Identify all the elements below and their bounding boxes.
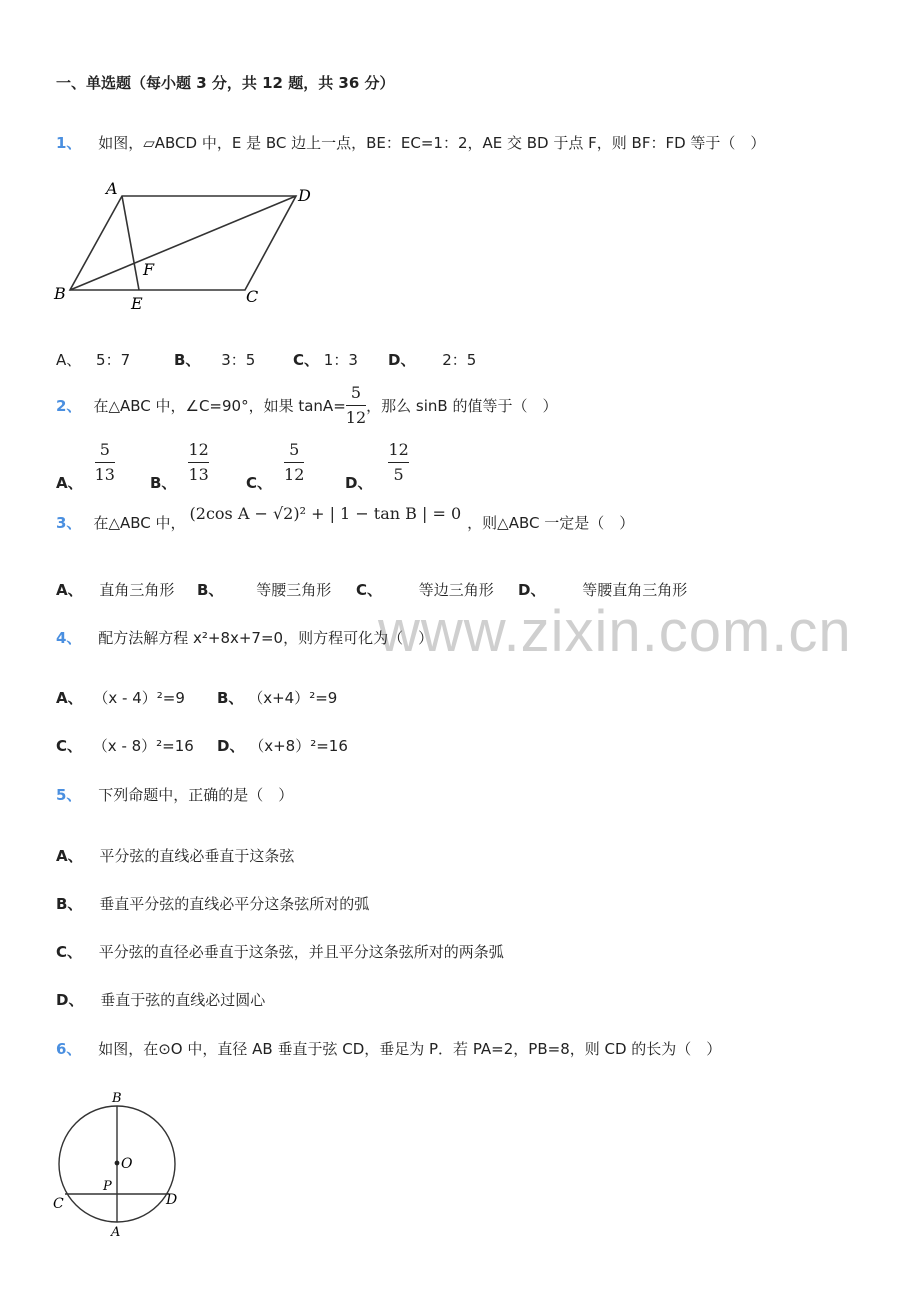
option-text: 1：3 xyxy=(323,351,358,369)
option-text: 3：5 xyxy=(221,351,256,369)
q2-option-a[interactable] xyxy=(56,440,115,491)
question-text: 下列命题中，正确的是（ ） xyxy=(98,786,294,804)
option-label: A、 xyxy=(56,847,83,865)
option-text: （x - 8）²=16 xyxy=(92,737,194,755)
question-text: 如图，▱ABCD 中，E 是 BC 边上一点，BE：EC=1：2，AE 交 BD 于点 F，则 BF：FD 等于（ ） xyxy=(98,134,766,152)
fraction-denominator: 12 xyxy=(284,465,305,484)
q5-option-b[interactable] xyxy=(56,893,369,914)
question-1 xyxy=(56,132,765,153)
option-text: 等边三角形 xyxy=(418,581,494,599)
label-f: F xyxy=(143,260,155,279)
label-o: O xyxy=(121,1156,133,1172)
question-number: 6、 xyxy=(56,1040,82,1058)
question-number: 1、 xyxy=(56,134,82,152)
option-label: B、 xyxy=(174,351,201,369)
question-text-before: 在△ABC 中，∠C=90°，如果 tanA= xyxy=(93,397,346,415)
option-text: 平分弦的直径必垂直于这条弦，并且平分这条弦所对的两条弧 xyxy=(98,943,504,961)
option-label: B、 xyxy=(56,895,83,913)
option-text: 等腰三角形 xyxy=(256,581,332,599)
q4-option-c[interactable] xyxy=(56,735,194,756)
option-label: C、 xyxy=(356,581,383,599)
option-text: 垂直平分弦的直线必平分这条弦所对的弧 xyxy=(99,895,370,913)
option-label: C、 xyxy=(56,943,83,961)
label-e: E xyxy=(131,294,143,313)
option-label: B、 xyxy=(197,581,224,599)
label-b: B xyxy=(112,1091,122,1106)
fraction-numerator: 12 xyxy=(188,440,209,459)
option-label: A、 xyxy=(56,474,83,492)
q5-option-d[interactable] xyxy=(56,989,265,1010)
option-text: 5：7 xyxy=(96,351,131,369)
option-fraction xyxy=(188,440,208,485)
question-2 xyxy=(56,383,557,428)
option-label: A、 xyxy=(56,581,83,599)
q5-option-c[interactable] xyxy=(56,941,504,962)
question-6 xyxy=(56,1038,721,1059)
label-a: A xyxy=(106,179,118,198)
label-d: D xyxy=(298,186,311,205)
watermark: www.zixin.com.cn xyxy=(378,599,852,664)
question-number: 2、 xyxy=(56,397,82,415)
question-5 xyxy=(56,784,293,805)
option-text: （x+4）²=9 xyxy=(248,689,338,707)
equation: (2cos A − √2)² + | 1 − tan B | = 0 xyxy=(189,504,462,523)
fraction-numerator: 5 xyxy=(99,440,110,459)
question-number: 3、 xyxy=(56,514,82,532)
fraction-denominator: 12 xyxy=(345,408,367,427)
fraction-tana xyxy=(346,383,366,428)
option-label: B、 xyxy=(150,474,177,492)
label-c: C xyxy=(53,1196,64,1212)
diagonal-bd xyxy=(70,196,296,290)
option-text: （x - 4）²=9 xyxy=(93,689,185,707)
label-b: B xyxy=(54,284,66,303)
option-label: C、 xyxy=(293,351,320,369)
q2-option-b[interactable] xyxy=(150,440,209,491)
option-text: 平分弦的直线必垂直于这条弦 xyxy=(99,847,295,865)
q3-option-a[interactable] xyxy=(56,579,174,600)
label-p: P xyxy=(103,1179,112,1194)
q1-option-c[interactable] xyxy=(293,349,358,370)
question-text: 配方法解方程 x²+8x+7=0，则方程可化为（ ） xyxy=(98,629,434,647)
q4-option-d[interactable] xyxy=(217,735,348,756)
option-label: D、 xyxy=(217,737,245,755)
section-title: 一、单选题（每小题 3 分，共 12 题，共 36 分） xyxy=(56,74,395,92)
q1-option-b[interactable] xyxy=(174,349,255,370)
question-number: 5、 xyxy=(56,786,82,804)
q3-option-d[interactable] xyxy=(518,579,687,600)
option-label: A、 xyxy=(56,689,83,707)
question-4 xyxy=(56,627,433,648)
option-label: D、 xyxy=(518,581,546,599)
option-label: A、 xyxy=(56,351,82,369)
option-fraction xyxy=(388,440,408,485)
option-fraction xyxy=(284,440,304,485)
q2-option-c[interactable] xyxy=(246,440,304,491)
fraction-denominator: 5 xyxy=(393,465,404,484)
question-3 xyxy=(56,504,635,533)
question-text-after: ，那么 sinB 的值等于（ ） xyxy=(366,397,558,415)
option-label: C、 xyxy=(56,737,83,755)
fraction-numerator: 12 xyxy=(388,440,409,459)
option-text: 直角三角形 xyxy=(99,581,175,599)
option-text: （x+8）²=16 xyxy=(249,737,348,755)
fraction-numerator: 5 xyxy=(350,383,362,402)
option-text: 等腰直角三角形 xyxy=(582,581,688,599)
question-text-before: 在△ABC 中， xyxy=(93,514,186,532)
q3-option-b[interactable] xyxy=(197,579,331,600)
option-label: D、 xyxy=(388,351,416,369)
parallelogram-figure xyxy=(50,178,330,316)
circle-figure xyxy=(50,1086,190,1242)
question-number: 4、 xyxy=(56,629,82,647)
fraction-denominator: 13 xyxy=(94,465,115,484)
question-text: 如图，在⊙O 中，直径 AB 垂直于弦 CD，垂足为 P．若 PA=2，PB=8，则 CD 的长为（ ） xyxy=(98,1040,722,1058)
q4-option-a[interactable] xyxy=(56,687,185,708)
q5-option-a[interactable] xyxy=(56,845,294,866)
label-d: D xyxy=(166,1192,178,1208)
q3-option-c[interactable] xyxy=(356,579,494,600)
option-text: 2：5 xyxy=(442,351,477,369)
option-fraction xyxy=(95,440,115,485)
label-a: A xyxy=(111,1225,121,1240)
option-label: D、 xyxy=(56,991,84,1009)
question-text-after: ，则△ABC 一定是（ ） xyxy=(467,514,635,532)
label-c: C xyxy=(246,287,259,306)
q2-option-d[interactable] xyxy=(345,440,409,491)
fraction-denominator: 13 xyxy=(188,465,209,484)
q4-option-b[interactable] xyxy=(217,687,337,708)
option-label: C、 xyxy=(246,474,273,492)
option-label: D、 xyxy=(345,474,373,492)
option-text: 垂直于弦的直线必过圆心 xyxy=(100,991,266,1009)
option-label: B、 xyxy=(217,689,244,707)
fraction-numerator: 5 xyxy=(289,440,300,459)
segment-ae xyxy=(122,196,139,290)
center-point xyxy=(115,1161,120,1166)
q1-option-d[interactable] xyxy=(388,349,476,370)
q1-option-a[interactable] xyxy=(56,349,130,370)
